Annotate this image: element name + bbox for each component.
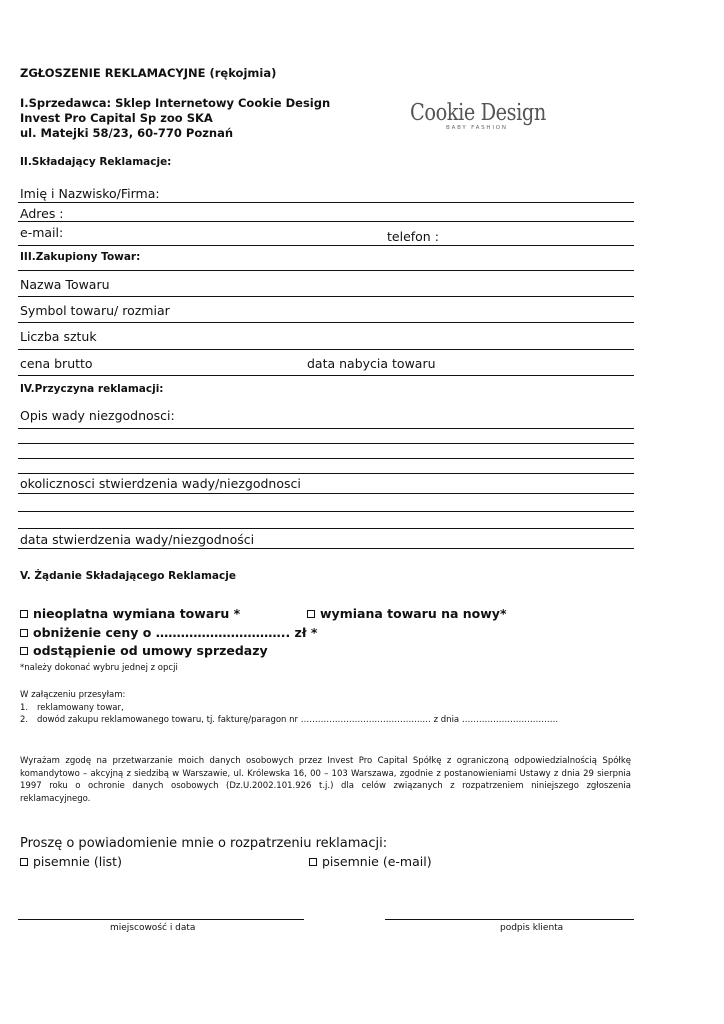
price-date-line[interactable] [18,375,634,376]
form-title: ZGŁOSZENIE REKLAMACYJNE (rękojmia) [20,66,277,80]
gross-price-label: cena brutto [20,356,93,371]
checkbox-icon[interactable] [20,647,28,655]
email-field-label: e-mail: [20,225,64,240]
attachment-item-1: reklamowany towar, [37,703,124,713]
option-price-reduction[interactable] [20,625,317,640]
checkbox-icon[interactable] [20,629,28,637]
defect-line-1[interactable] [18,428,634,429]
checkbox-icon[interactable] [20,858,28,866]
section-2-heading: II.Składający Reklamacje: [20,156,172,168]
product-name-line[interactable] [18,296,634,297]
attachment-item-2-number: 2. [20,715,29,725]
option-withdrawal-label: odstąpienie od umowy sprzedazy [33,643,268,658]
section-5-heading: V. Żądanie Składającego Reklamacje [20,570,236,582]
seller-line-2: Invest Pro Capital Sp zoo SKA [20,111,213,125]
email-phone-line[interactable] [18,245,634,246]
client-signature-label: podpis klienta [500,923,564,933]
notify-by-letter-label: pisemnie (list) [33,854,122,869]
circumstances-line-3[interactable] [18,528,634,529]
logo-wordmark: Cookie Design [410,100,546,126]
quantity-label: Liczba sztuk [20,329,97,344]
option-new-exchange-label: wymiana towaru na nowy* [320,606,507,621]
option-free-exchange-label: nieoplatna wymiana towaru * [33,606,241,621]
option-withdrawal[interactable] [20,643,268,658]
defect-line-2[interactable] [18,443,634,444]
purchase-date-label: data nabycia towaru [307,356,436,371]
section-3-heading: III.Zakupiony Towar: [20,251,141,263]
defect-line-3[interactable] [18,458,634,459]
name-field-label: Imię i Nazwisko/Firma: [20,186,160,201]
detection-date-label: data stwierdzenia wady/niezgodności [20,532,255,547]
checkbox-icon[interactable] [20,610,28,618]
product-name-label: Nazwa Towaru [20,277,110,292]
attachment-item-1-number: 1. [20,703,29,713]
notify-by-letter[interactable] [20,854,122,869]
seller-line-1: I.Sprzedawca: Sklep Internetowy Cookie Design [20,96,331,110]
circumstances-line-2[interactable] [18,511,634,512]
seller-line-3: ul. Matejki 58/23, 60-770 Poznań [20,126,234,140]
defect-description-label: Opis wady niezgodnosci: [20,408,175,423]
checkbox-icon[interactable] [307,610,315,618]
attachments-heading: W załączeniu przesyłam: [20,690,126,700]
address-field-label: Adres : [20,206,64,221]
notification-prompt: Proszę o powiadomienie mnie o rozpatrzeniu reklamacji: [20,836,388,851]
circumstances-label: okolicznosci stwierdzenia wady/niezgodnosci [20,476,301,491]
option-free-exchange[interactable] [20,606,240,621]
notify-by-email[interactable] [309,854,432,869]
logo-tagline: BABY FASHION [446,125,508,131]
quantity-line[interactable] [18,349,634,350]
phone-field-label: telefon : [387,229,439,244]
section-3-top-line [18,270,634,271]
name-field-line[interactable] [18,202,634,203]
defect-line-4[interactable] [18,473,634,474]
option-new-exchange[interactable] [307,606,507,621]
circumstances-line-1[interactable] [18,493,634,494]
cookie-design-logo [410,100,572,131]
checkbox-icon[interactable] [309,858,317,866]
data-processing-consent: Wyrażam zgodę na przetwarzanie moich danych osobowych przez Invest Pro Capital Spółkę z ograniczoną odpowiedzialnością Spółkę komandytowo – akcyjną z siedzibą w Warszawie, ul. Królewska 16, 00 – 103 Warszawa, zgodnie z postanowieniami Ustawy z dnia 29 sierpnia 1997 roku o ochronie danych osobowych (Dz.U.2002.101.926 t.j.) dla celów związanych z rozpatrzeniem niniejszego zgłoszenia reklamacyjnego. [20,756,631,804]
notify-by-email-label: pisemnie (e-mail) [322,854,432,869]
option-price-reduction-label: obniżenie ceny o ………………………….. zł * [33,625,318,640]
signature-line[interactable] [385,919,634,920]
place-date-label: miejscowość i data [110,923,196,933]
symbol-size-line[interactable] [18,322,634,323]
option-note: *należy dokonać wybru jednej z opcji [20,663,178,673]
address-field-line[interactable] [18,221,634,222]
section-4-heading: IV.Przyczyna reklamacji: [20,383,164,395]
place-date-line[interactable] [18,919,304,920]
detection-date-line[interactable] [18,548,634,549]
attachment-item-2: dowód zakupu reklamowanego towaru, tj. fakturę/paragon nr …………………………………….… z dnia ……………………………. [37,715,559,725]
symbol-size-label: Symbol towaru/ rozmiar [20,303,170,318]
